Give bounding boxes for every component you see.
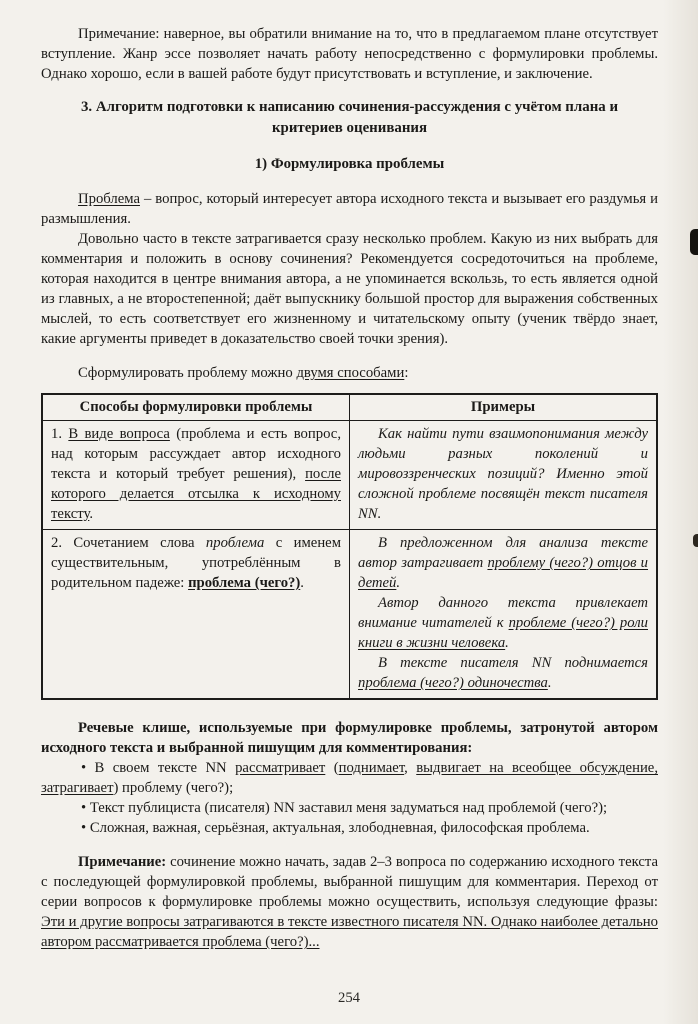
table-cell-example-2 [350,530,658,700]
bullet-item-1: • В своем тексте NN рассматривает (поднимает, выдвигает на всеобщее обсуждение, затрагивает) проблему (чего?); [41,760,658,796]
table-cell-method-2 [42,530,350,700]
page-number: 254 [337,990,361,1006]
table-header-examples: Примеры [350,394,658,421]
table-row-2 [42,530,657,700]
example-2a-text: В предложенном для анализа тексте автор затрагивает проблему (чего?) отцов и детей. [358,535,649,591]
example-2b-text: Автор данного текста привлекает внимание читателей к проблеме (чего?) роли книги в жизни человека. [358,595,648,651]
method-2-text: 2. Сочетанием слова проблема с именем существительным, употреблённым в родительном падеже: проблема (чего?). [51,535,341,591]
example-1-text: Как найти пути взаимопонимания между людьми разных поколений и мировоззренческих позиций? Именно этой сложной проблеме посвящён текст писателя NN. [358,426,648,522]
choice-paragraph: Довольно часто в тексте затрагивается сразу несколько проблем. Какую из них выбрать для комментария и положить в основу сочинения? Рекомендуется сосредоточиться на проблеме, которая находится в центре внимания автора, а не упоминается вскользь, то есть является одной из главных, а не второстепенной; даёт выпускнику большой простор для выражения собственных мыслей, то есть соответствует его жизненному и читательскому опыту (ученик твёрдо знает, какие аргументы приведет в доказательство своей точки зрения). [41,231,658,347]
table-row-1 [42,421,657,530]
bullet-item-2: • Текст публициста (писателя) NN заставил меня задуматься над проблемой (чего?); [81,800,608,816]
bullet-item-3: • Сложная, важная, серьёзная, актуальная, злободневная, философская проблема. [81,820,590,836]
cliches-heading: Речевые клише, используемые при формулировке проблемы, затронутой автором исходного текста и выбранной пишущим для комментирования: [41,720,658,756]
section-heading: 3. Алгоритм подготовки к написанию сочинения-рассуждения с учётом плана и критериев оценивания [80,99,619,136]
scan-artifact [690,229,698,255]
note-paragraph: Примечание: сочинение можно начать, задав 2–3 вопроса по содержанию исходного текста с последующей формулировкой проблемы, выбранной пишущим для комментария. Переход от серии вопросов к формулировке проблемы можно осуществить, используя следующие фразы: Эти и другие вопросы затрагиваются в тексте известного писателя NN. Однако наиболее детально автором рассматривается проблема (чего?)... [41,854,658,950]
table-header-row [42,394,657,421]
table-header-methods: Способы формулировки проблемы [42,394,350,421]
two-ways-paragraph: Сформулировать проблему можно двумя способами: [78,365,409,381]
method-1-text: 1. В виде вопроса (проблема и есть вопрос, над которым рассуждает автор исходного текста и который требует решения), после которого делается отсылка к исходному тексту. [51,426,341,522]
example-2c-text: В тексте писателя NN поднимается проблема (чего?) одиночества. [358,655,648,691]
intro-paragraph: Примечание: наверное, вы обратили внимание на то, что в предлагаемом плане отсутствует вступление. Жанр эссе позволяет начать работу непосредственно с формулировки проблемы. Однако хорошо, если в вашей работе будут присутствовать и вступление, и заключение. [41,26,658,82]
table-cell-method-1 [42,421,350,530]
scan-artifact [693,534,698,547]
table-cell-example-1 [350,421,658,530]
subsection-heading: 1) Формулировка проблемы [254,156,445,172]
formulation-table [41,393,658,700]
definition-paragraph: Проблема – вопрос, который интересует автора исходного текста и вызывает его раздумья и размышления. [41,191,658,227]
